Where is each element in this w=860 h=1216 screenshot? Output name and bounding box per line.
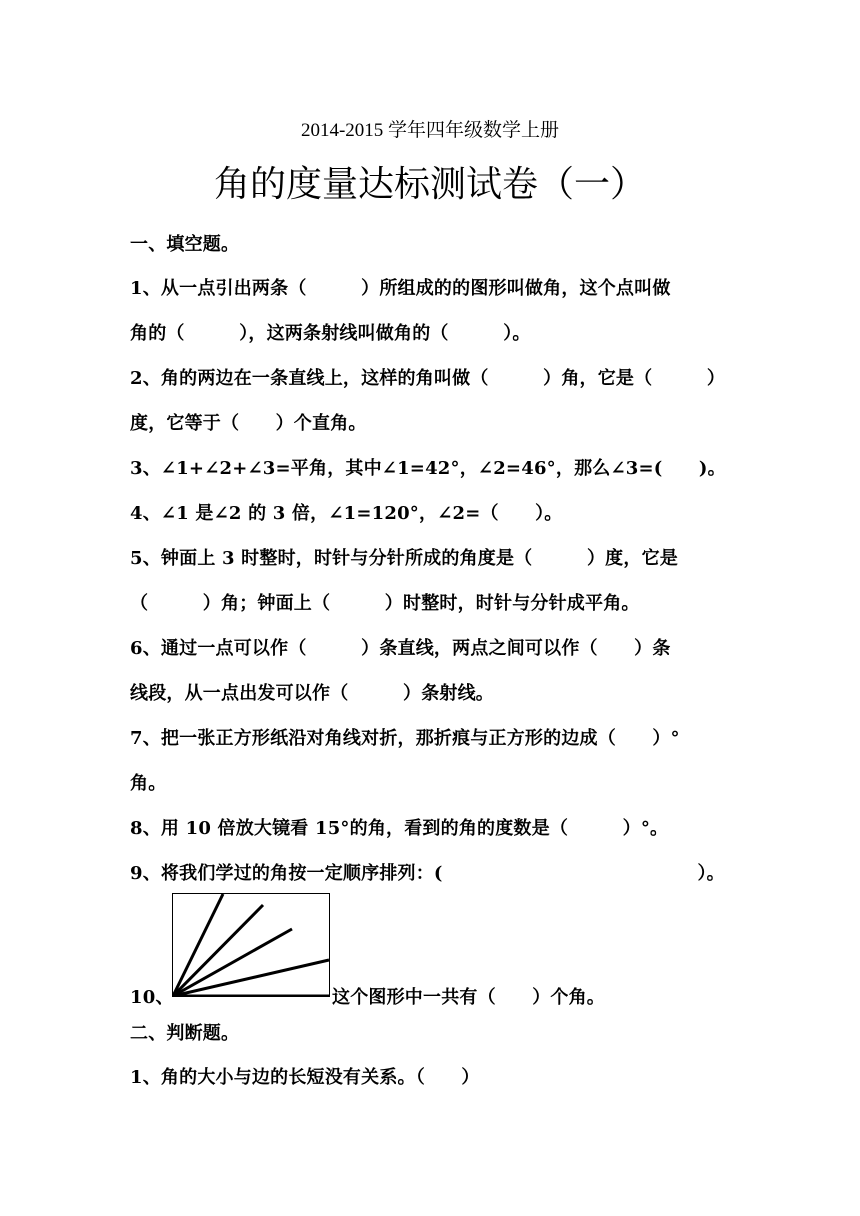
question-6-line-2: 线段，从一点出发可以作（ ）条射线。 [130, 683, 494, 704]
question-5-line-2: （ ）角；钟面上（ ）时整时，时针与分针成平角。 [130, 593, 640, 614]
question-6-line-1: 6、通过一点可以作（ ）条直线，两点之间可以作（ ）条 [130, 638, 671, 659]
question-9: 9、将我们学过的角按一定顺序排列：( ）。 [130, 863, 725, 884]
section-judge: 二、判断题。 [130, 1023, 240, 1044]
question-8: 8、用 10 倍放大镜看 15°的角，看到的角的度数是（ ）°。 [130, 818, 669, 839]
figure-frame [173, 894, 330, 997]
ray-2 [173, 960, 329, 996]
question-4: 4、∠1 是∠2 的 3 倍，∠1=120°，∠2=（ ）。 [130, 503, 563, 524]
question-3: 3、∠1+∠2+∠3=平角，其中∠1=42°，∠2=46°，那么∠3=( )。 [130, 458, 726, 479]
question-1-line-2: 角的（ ），这两条射线叫做角的（ ）。 [130, 323, 531, 344]
question-2-line-1: 2、角的两边在一条直线上，这样的角叫做（ ）角，它是（ ） [130, 368, 726, 389]
question-10-number: 10、 [130, 987, 174, 1008]
exam-subtitle: 2014-2015 学年四年级数学上册 [300, 120, 560, 141]
question-7-line-1: 7、把一张正方形纸沿对角线对折，那折痕与正方形的边成（ ）° [130, 728, 680, 749]
question-5-line-1: 5、钟面上 3 时整时，时针与分针所成的角度是（ ）度，它是 [130, 548, 678, 569]
section-fill-blank: 一、填空题。 [130, 234, 240, 255]
question-7-line-2: 角。 [130, 773, 167, 794]
exam-title: 角的度量达标测试卷（一） [213, 164, 646, 205]
question-10-text: 这个图形中一共有（ ）个角。 [332, 987, 605, 1008]
question-1-line-1: 1、从一点引出两条（ ）所组成的的图形叫做角，这个点叫做 [130, 278, 671, 299]
rays-figure [172, 893, 330, 997]
question-2-line-2: 度，它等于（ ）个直角。 [130, 413, 367, 434]
judge-question-1: 1、角的大小与边的长短没有关系。（ ） [130, 1067, 480, 1088]
ray-4 [173, 905, 263, 996]
